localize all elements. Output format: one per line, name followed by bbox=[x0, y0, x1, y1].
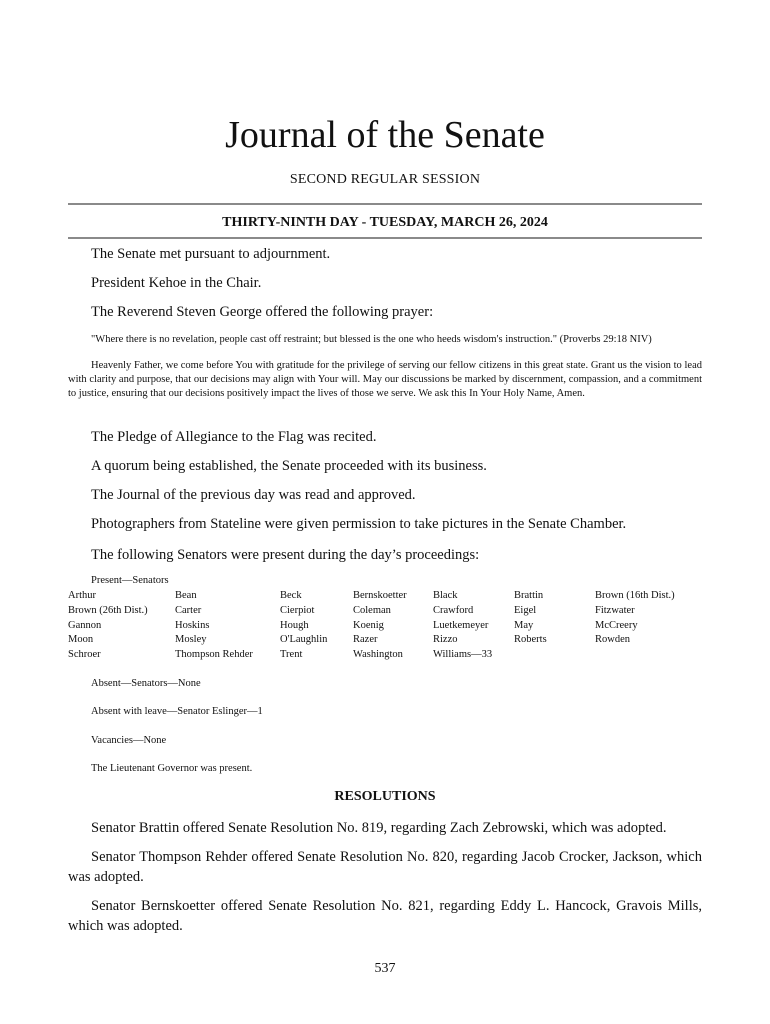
roll-call-heading: Present—Senators bbox=[91, 575, 169, 586]
senator-name: Koenig bbox=[353, 619, 384, 631]
proceeding-paragraph: The following Senators were present during the day’s proceedings: bbox=[91, 547, 480, 563]
prayer-body: Heavenly Father, we come before You with gratitude for the privilege of serving our fellow citizens in this great state. Grant us the vision to lead with clarity and purpose, that our decisions may align with Your will. May our discussions be marked by discernment, compassion, and a commitment to justice, ensuring that our decisions positively impact the lives of those we serve. We ask this In Your Holy Name, Amen. bbox=[68, 360, 702, 399]
senator-name: Brown (16th Dist.) bbox=[595, 590, 675, 601]
senator-name: Eigel bbox=[514, 604, 537, 616]
senator-name: Hough bbox=[280, 619, 309, 631]
roll-column bbox=[514, 589, 547, 648]
top-divider bbox=[68, 203, 702, 205]
lt-governor-line: The Lieutenant Governor was present. bbox=[91, 763, 253, 774]
roll-column bbox=[68, 589, 148, 663]
senator-name: Bernskoetter bbox=[353, 590, 407, 601]
opening-paragraph: President Kehoe in the Chair. bbox=[91, 275, 262, 291]
senator-name: Mosley bbox=[175, 634, 207, 646]
senator-name: Brown (26th Dist.) bbox=[68, 604, 148, 616]
roll-column bbox=[433, 589, 492, 663]
roll-column bbox=[595, 589, 675, 648]
senator-name: Brattin bbox=[514, 590, 544, 601]
senator-name: Crawford bbox=[433, 604, 474, 616]
senator-name: Gannon bbox=[68, 619, 102, 631]
proceeding-paragraph: A quorum being established, the Senate proceeded with its business. bbox=[91, 458, 487, 474]
senator-name: Luetkemeyer bbox=[433, 619, 489, 631]
senator-name: Trent bbox=[280, 649, 303, 661]
proceeding-paragraph: Photographers from Stateline were given permission to take pictures in the Senate Chamber. bbox=[91, 516, 627, 532]
senator-name: Razer bbox=[353, 634, 378, 646]
senator-name: Thompson Rehder bbox=[175, 649, 253, 661]
proceeding-paragraph: The Pledge of Allegiance to the Flag was recited. bbox=[91, 429, 377, 445]
senator-name: Fitzwater bbox=[595, 604, 635, 616]
resolution-item: Senator Brattin offered Senate Resolution No. 819, regarding Zach Zebrowski, which was adopted. bbox=[91, 820, 667, 836]
senator-name: Schroer bbox=[68, 649, 101, 661]
opening-paragraph: The Senate met pursuant to adjournment. bbox=[91, 246, 331, 262]
senator-name: Moon bbox=[68, 634, 94, 646]
proceeding-paragraph: The Journal of the previous day was read and approved. bbox=[91, 487, 416, 503]
session-label: SECOND REGULAR SESSION bbox=[289, 172, 481, 187]
senator-name: Beck bbox=[280, 590, 302, 601]
senator-name: May bbox=[514, 619, 534, 631]
senator-name: Carter bbox=[175, 604, 202, 616]
vacancies-line: Vacancies—None bbox=[91, 735, 167, 746]
day-heading: THIRTY-NINTH DAY - TUESDAY, MARCH 26, 2024 bbox=[222, 215, 548, 230]
senator-name: Rowden bbox=[595, 634, 630, 646]
senator-name: Bean bbox=[175, 590, 197, 601]
prayer-verse: "Where there is no revelation, people cast off restraint; but blessed is the one who heeds wisdom's instruction." (Proverbs 29:18 NIV) bbox=[91, 334, 652, 345]
senator-name: O'Laughlin bbox=[280, 634, 328, 646]
bottom-divider bbox=[68, 237, 702, 239]
roll-column bbox=[353, 589, 407, 663]
absent-with-leave-line: Absent with leave—Senator Eslinger—1 bbox=[91, 706, 263, 717]
journal-title: Journal of the Senate bbox=[225, 114, 545, 156]
resolution-item: Senator Bernskoetter offered Senate Resolution No. 821, regarding Eddy L. Hancock, Gravois Mills, which was adopted. bbox=[68, 898, 702, 934]
senator-name: Hoskins bbox=[175, 619, 210, 631]
senator-name: Roberts bbox=[514, 634, 547, 646]
opening-paragraph: The Reverend Steven George offered the following prayer: bbox=[91, 304, 434, 320]
senator-name: Black bbox=[433, 590, 458, 601]
senator-name: Washington bbox=[353, 649, 403, 661]
page-number: 537 bbox=[374, 961, 396, 976]
senator-name: Cierpiot bbox=[280, 604, 315, 616]
roll-column bbox=[175, 589, 253, 663]
resolutions-heading: RESOLUTIONS bbox=[334, 789, 436, 804]
roll-column bbox=[280, 589, 327, 663]
senator-name: Arthur bbox=[68, 590, 96, 601]
resolution-item: Senator Thompson Rehder offered Senate Resolution No. 820, regarding Jacob Crocker, Jackson, which was adopted. bbox=[68, 849, 702, 885]
senator-name: Rizzo bbox=[433, 634, 458, 646]
senator-name: Coleman bbox=[353, 604, 391, 616]
absent-line: Absent—Senators—None bbox=[91, 678, 201, 689]
senator-name: Williams—33 bbox=[433, 649, 493, 661]
senator-name: McCreery bbox=[595, 619, 638, 631]
